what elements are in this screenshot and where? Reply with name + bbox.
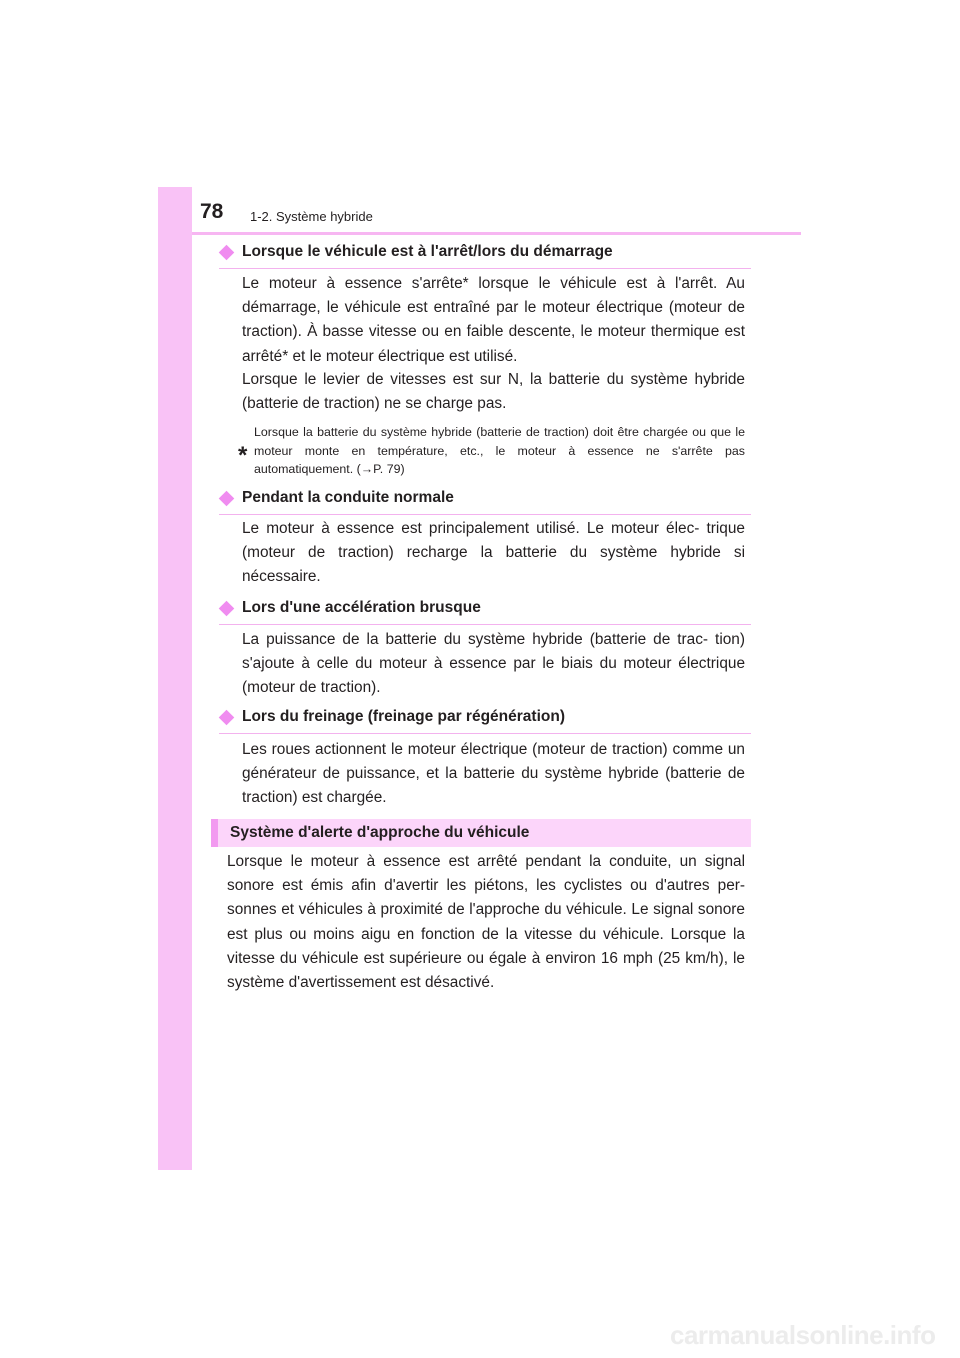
paragraph: Les roues actionnent le moteur électrique (moteur de traction) comme un générateur de puissance, et la batterie du système hybride (batterie de traction) est chargée. [242,741,745,807]
header-rule [192,232,801,235]
diamond-bullet-icon [219,601,235,617]
diamond-bullet-icon [219,710,235,726]
heading-text: Lorsque le véhicule est à l'arrêt/lors du démarrage [242,243,613,260]
paragraph: Lorsque le levier de vitesses est sur N, la batterie du système hybride (batterie de traction) ne se charge pas. [242,371,745,413]
diamond-bullet-icon [219,491,235,507]
section-heading-braking [219,707,751,734]
alert-system-title-box [211,819,751,847]
paragraph: Le moteur à essence s'arrête* lorsque le véhicule est à l'arrêt. Au démarrage, le véhicule est entraîné par le moteur électrique (moteur de traction). À basse vitesse ou en faible descente, le moteur thermique est arrêté* et le moteur électrique est utilisé. [242,275,745,365]
diamond-bullet-icon [219,245,235,261]
heading-text: Lors du freinage (freinage par régénération) [242,708,565,725]
section-heading-stop-start [219,242,751,269]
footnote: Lorsque la batterie du système hybride (batterie de traction) doit être chargée ou que le moteur monte en température, etc., le moteur à essence ne s'arrête pas automatiquement. (→P. 79) [254,425,745,476]
page-number: 78 [200,200,224,223]
alert-system-body: Lorsque le moteur à essence est arrêté pendant la conduite, un signal sonore est émis afin d'avertir les piétons, les cyclistes ou d'autres per- sonnes et véhicules à proximité de l'approche du véhicule. Le signal sonore est plus ou moins aigu en fonction de la vitesse du véhicule. Lorsque la vitesse du véhicule est supérieure ou égale à environ 16 mph (25 km/h), le système d'avertissement est désactivé. [227,853,745,992]
paragraph: La puissance de la batterie du système hybride (batterie de trac- tion) s'ajoute à celle du moteur à essence par le biais du moteur électrique (moteur de traction). [242,631,745,697]
heading-text: Pendant la conduite normale [242,489,454,506]
alert-system-title: Système d'alerte d'approche du véhicule [230,824,530,841]
heading-text: Lors d'une accélération brusque [242,599,481,616]
chapter-side-band [158,187,192,1170]
watermark: carmanualsonline.info [670,1320,936,1350]
section-heading-normal-driving [219,488,751,515]
section-label: 1-2. Système hybride [250,209,373,224]
section-heading-acceleration [219,598,751,625]
paragraph: Le moteur à essence est principalement utilisé. Le moteur élec- trique (moteur de traction) recharge la batterie du système hybride si nécessaire. [242,520,745,586]
footnote-asterisk: * [238,442,248,469]
